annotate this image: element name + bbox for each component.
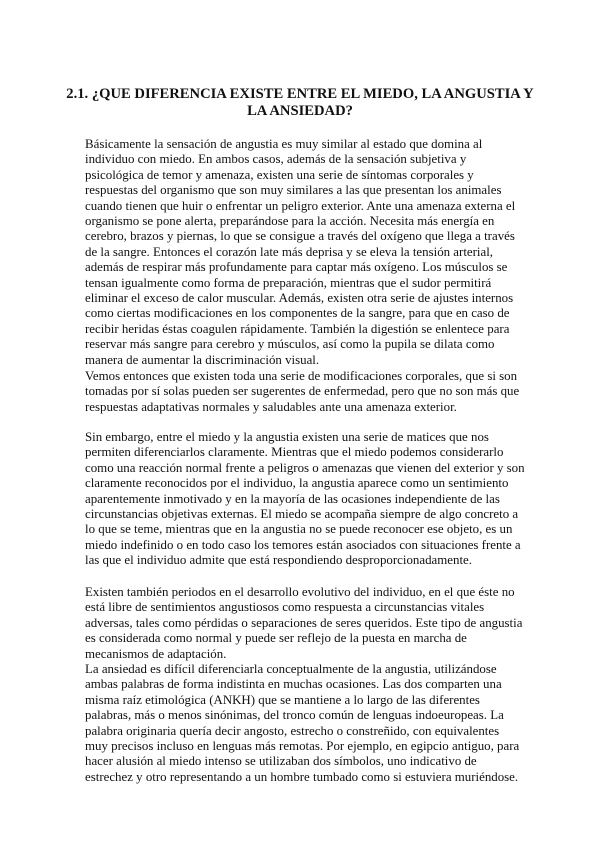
- paragraph-4: Existen también periodos en el desarrollo evolutivo del individuo, en el que éste no está libre de sentimientos angustiosos como respuesta a circunstancias vitales adversas, tales como pérdidas o separaciones de seres queridos. Este tipo de angustia es considerada como normal y puede ser reflejo de la puesta en marcha de mecanismos de adaptación.: [85, 585, 523, 661]
- paragraph-3: Sin embargo, entre el miedo y la angustia existen una serie de matices que nos permiten diferenciarlos claramente. Mientras que el miedo podemos considerarlo como una reacción normal frente a peligros o amenazas que vienen del exterior y son claramente reconocidos por el individuo, la angustia aparece como un sentimiento aparentemente inmotivado y en la mayoría de las ocasiones independiente de las circunstancias objetivas externas. El miedo se acompaña siempre de algo concreto a lo que se teme, mientras que en la angustia no se puede reconocer ese objeto, es un miedo indefinido o en todo caso los temores están asociados con situaciones frente a las que el individuo admite que está respondiendo desproporcionadamente.: [85, 430, 525, 568]
- paragraph-5: La ansiedad es difícil diferenciarla conceptualmente de la angustia, utilizándose ambas palabras de forma indistinta en muchas ocasiones. Las dos comparten una misma raíz etimológica (ANKH) que se mantiene a lo largo de las diferentes palabras, más o menos sinónimas, del tronco común de lenguas indoeuropeas. La palabra originaria quería decir angosto, estrecho o constreñido, con equivalentes muy precisos incluso en lenguas más remotas. Por ejemplo, en egipcio antiguo, para hacer alusión al miedo intenso se utilizaban dos símbolos, uno indicativo de estrechez y otro representando a un hombre tumbado como si estuviera muriéndose.: [85, 662, 520, 784]
- paragraph-1: Básicamente la sensación de angustia es muy similar al estado que domina al individuo con miedo. En ambos casos, además de la sensación subjetiva y psicológica de temor y amenaza, existen una serie de síntomas corporales y respuestas del organismo que son muy similares a las que presentan los animales cuando tienen que huir o enfrentar un peligro exterior. Ante una amenaza externa el organismo se pone alerta, preparándose para la acción. Necesita más energía en cerebro, brazos y piernas, lo que se consigue a través del oxígeno que llega a través de la sangre. Entonces el corazón late más deprisa y se eleva la tensión arterial, además de respirar más profundamente para captar más oxígeno. Los músculos se tensan igualmente como forma de preparación, mientras que el sudor permitirá eliminar el exceso de calor muscular. Además, existen otra serie de ajustes internos como ciertas modificaciones en los componentes de la sangre, para que en caso de recibir heridas éstas coagulen rápidamente. También la digestión se enlentece para reservar más sangre para cerebro y músculos, así como la pupila se dilata como manera de aumentar la discriminación visual.: [85, 137, 516, 367]
- section-title: 2.1. ¿QUE DIFERENCIA EXISTE ENTRE EL MIEDO, LA ANGUSTIA Y LA ANSIEDAD?: [66, 86, 534, 119]
- paragraph-2: Vemos entonces que existen toda una serie de modificaciones corporales, que si son tomadas por sí solas pueden ser sugerentes de enfermedad, pero que no son más que respuestas adaptativas normales y saludables ante una amenaza exterior.: [85, 369, 520, 414]
